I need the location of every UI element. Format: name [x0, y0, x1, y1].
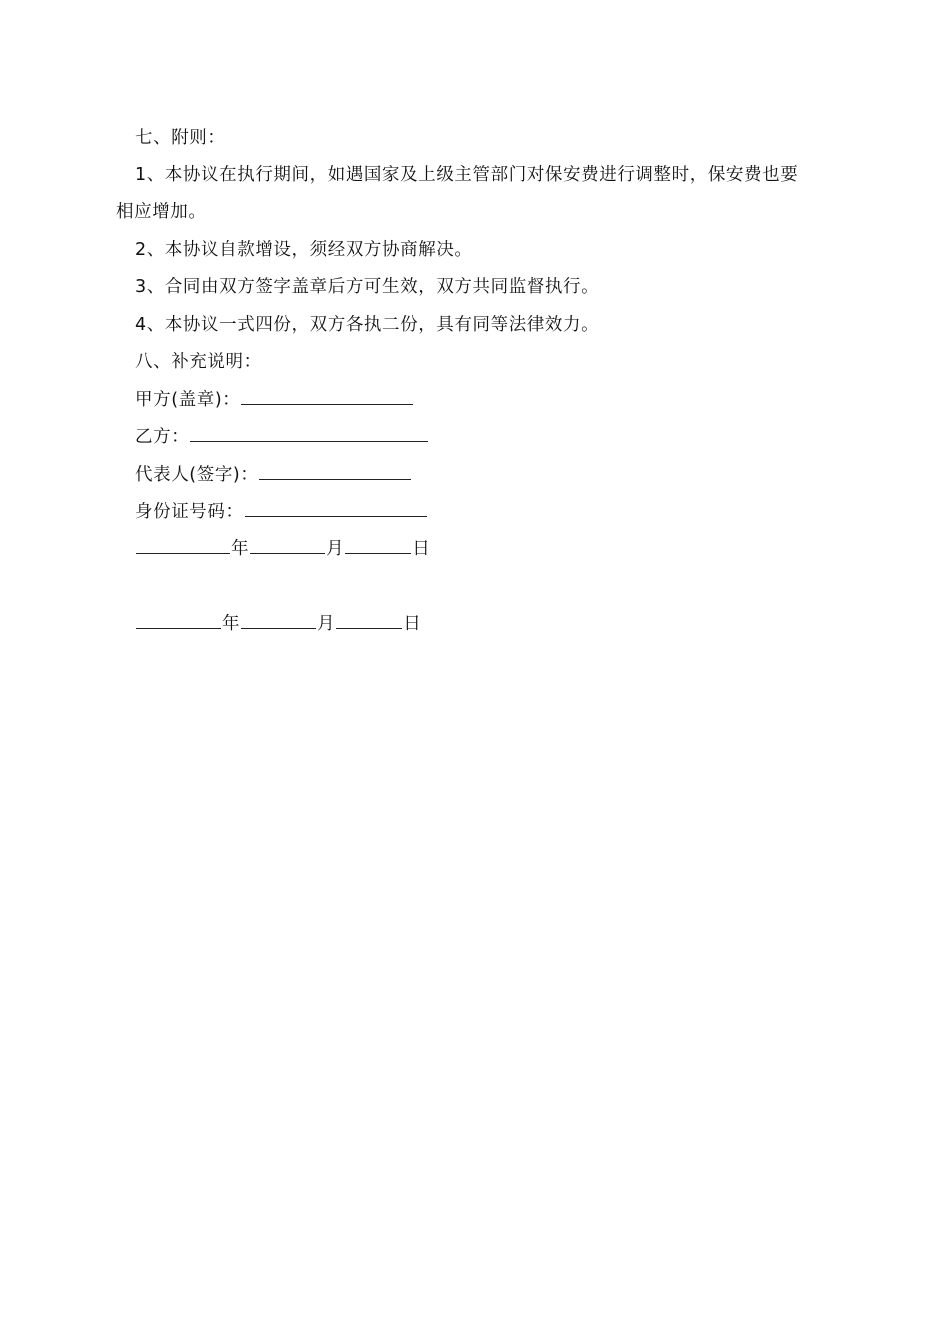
clause-4: 4、本协议一式四份，双方各执二份，具有同等法律效力。	[135, 315, 600, 335]
party-b-signature-row	[135, 425, 429, 449]
representative-signature-blank[interactable]	[259, 463, 411, 480]
date-2-day-label: 日	[403, 614, 422, 634]
party-b-signature-blank[interactable]	[190, 425, 428, 442]
id-number-label: 身份证号码：	[135, 502, 244, 522]
date-2-day-blank[interactable]	[336, 612, 402, 629]
representative-label: 代表人(签字)：	[135, 465, 259, 485]
date-1-day-label: 日	[412, 539, 431, 559]
party-a-signature-blank[interactable]	[241, 388, 413, 405]
date-2-month-label: 月	[317, 614, 336, 634]
representative-signature-row	[135, 463, 412, 487]
party-a-label: 甲方(盖章)：	[135, 390, 241, 410]
id-number-blank[interactable]	[245, 500, 427, 517]
date-1-year-blank[interactable]	[136, 537, 230, 554]
date-row-1	[135, 537, 430, 561]
date-2-year-blank[interactable]	[136, 612, 221, 629]
party-b-label: 乙方：	[135, 427, 190, 447]
date-row-2	[135, 612, 421, 636]
date-2-month-blank[interactable]	[241, 612, 316, 629]
date-1-month-label: 月	[326, 539, 345, 559]
party-a-signature-row	[135, 388, 414, 412]
date-2-year-label: 年	[222, 614, 241, 634]
clause-2: 2、本协议自款增设，须经双方协商解决。	[135, 240, 473, 260]
id-number-row	[135, 500, 428, 524]
clause-1-line-2: 相应增加。	[116, 202, 207, 222]
clause-1-line-1: 1、本协议在执行期间，如遇国家及上级主管部门对保安费进行调整时，保安费也要	[135, 165, 799, 185]
section-7-heading: 七、附则：	[135, 128, 226, 148]
date-1-month-blank[interactable]	[250, 537, 325, 554]
date-1-day-blank[interactable]	[345, 537, 411, 554]
section-8-heading: 八、补充说明：	[135, 352, 262, 372]
clause-3: 3、合同由双方签字盖章后方可生效，双方共同监督执行。	[135, 277, 600, 297]
date-1-year-label: 年	[231, 539, 250, 559]
